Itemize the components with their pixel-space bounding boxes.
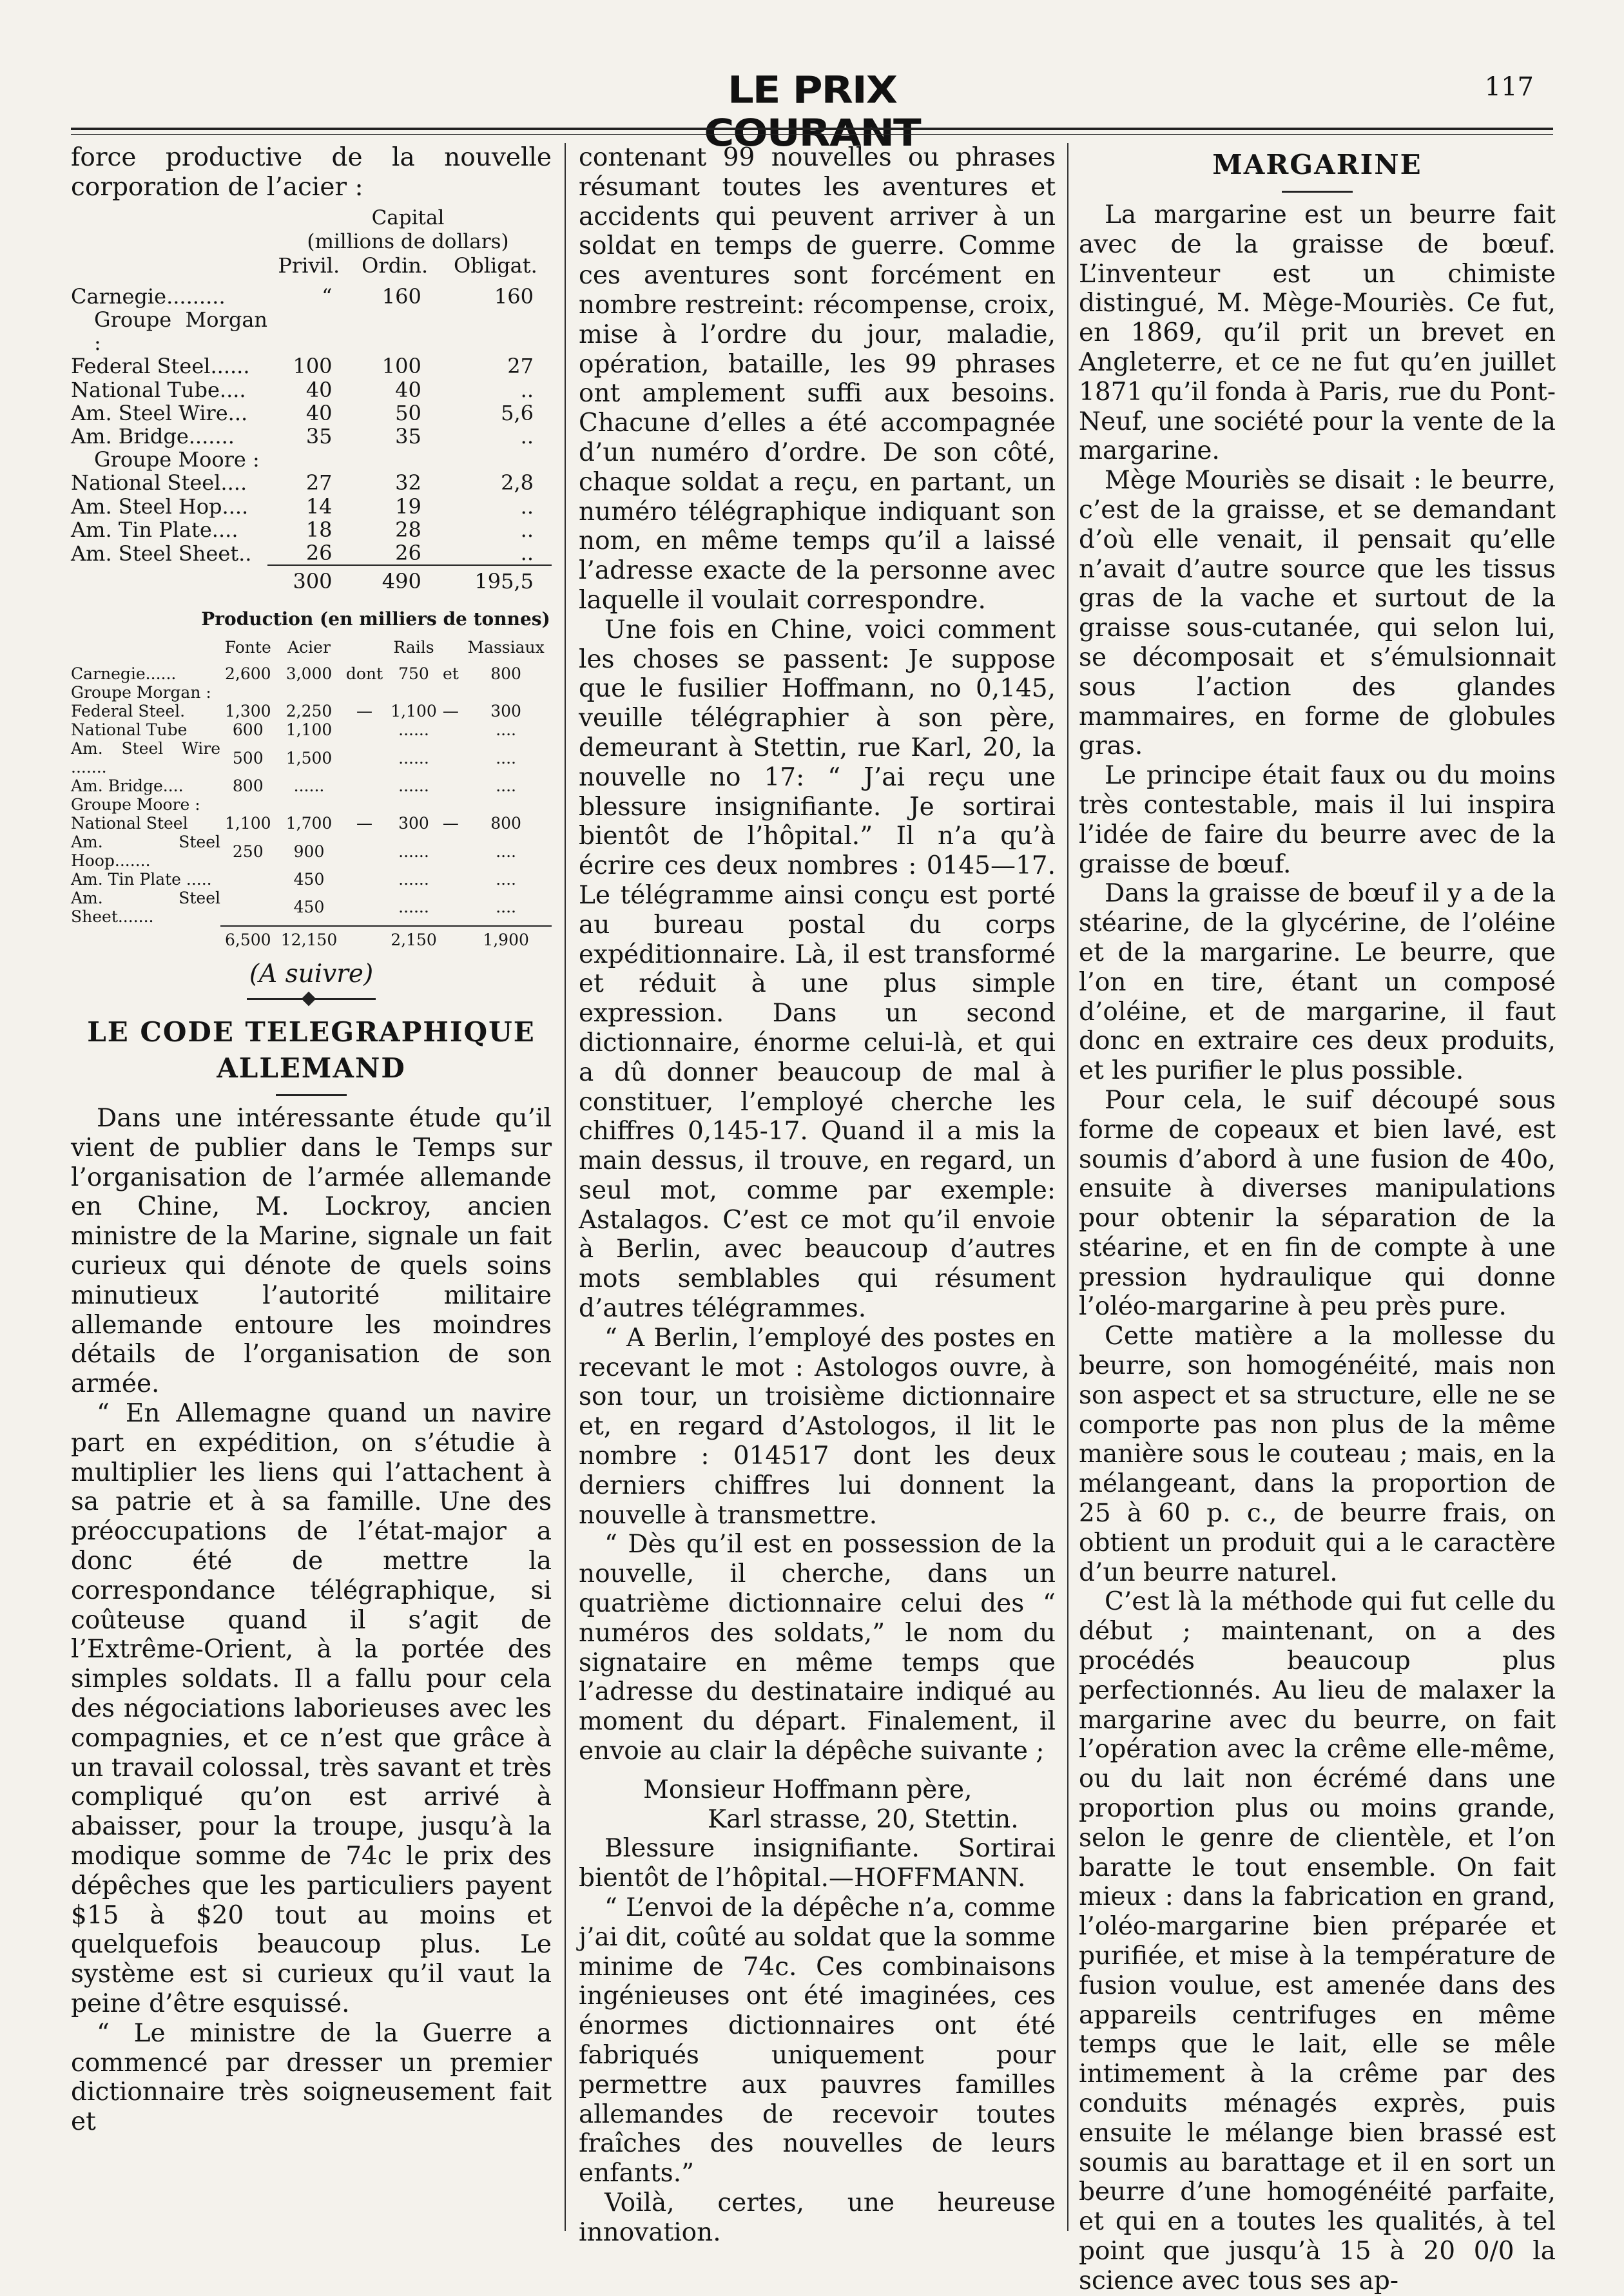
cell-rails: 750 [398,664,429,684]
column-3 [1079,143,1556,2295]
cell-privil [267,308,351,354]
article-title-line-1: LE CODE TELEGRAPHIQUE [87,1016,536,1048]
cell-fonte [220,889,276,926]
col-header-fonte: Fonte [224,638,271,657]
cell-acier: ...... [293,777,325,796]
cell-obligat: 2,8 [501,470,534,496]
paragraph: “ Le ministre de la Guerre a commencé par dresser un premier dictionnaire très soigneusement fait et [71,2018,552,2137]
col-header-acier: Acier [287,638,331,657]
production-table-row [71,777,552,795]
production-table-row [71,739,552,777]
cell-rails: ...... [398,870,429,889]
cell-rails [386,795,441,814]
production-table-row [71,889,552,926]
cell-massiaux: .... [496,842,516,861]
cell-privil: “ [322,284,333,309]
row-name: Am. Bridge.... [71,777,184,796]
cell-acier: 1,700 [285,814,333,833]
paragraph: Dans la graisse de bœuf il y a de la stéarine, de la glycérine, de l’oléine et de la margarine. Le beurre, que l’on en tire, étant un composé d’oléine, et de margarine, il faut donc en extraire ces deux produits, et les purifier le plus possible. [1079,879,1556,1086]
cell-rails: ...... [398,720,429,740]
cell-ordin: 19 [395,494,421,519]
cell-privil: 14 [305,494,333,519]
paragraph: Le principe était faux ou du moins très contestable, mais il lui inspira l’idée de faire du beurre avec de la graisse de bœuf. [1079,761,1556,879]
a-suivre: (A suivre) [249,960,374,989]
cell-acier [276,795,343,814]
col-header-obligat: Obligat. [454,253,537,278]
cell-acier: 2,250 [285,702,333,721]
row-name: Am. Steel Wire... [71,400,248,425]
row-name: Carnegie......... [71,284,226,309]
cell-massiaux: .... [496,748,516,767]
cell-fonte: 2,600 [224,664,271,684]
cell-privil: 26 [305,541,333,566]
cell-fonte: 1,100 [224,814,271,833]
col-header-privil: Privil. [278,253,340,278]
header-rule [71,128,1553,130]
production-totals-row [71,931,552,949]
cell-obligat: 160 [494,284,534,309]
total-ordin: 490 [382,569,421,594]
section-divider [247,998,376,1000]
col-header-ordin: Ordin. [362,253,429,278]
paragraph: “ Dès qu’il est en possession de la nouvelle, il cherche, dans un quatrième dictionnaire celui des “ numéros des soldats,” le nom du signataire en même temps que l’adresse du destinataire indiqué au moment du départ. Finalement, il envoie au clair la dépêche suivante ; [579,1530,1056,1766]
row-name: Groupe Moore : [71,795,200,815]
cell-privil: 40 [305,377,333,402]
cell-obligat [440,448,552,471]
cell-rails: 300 [398,814,429,833]
capital-table-row [71,471,552,494]
cell-obligat: .. [520,377,534,402]
capital-subtitle: (millions de dollars) [307,229,509,253]
cell-acier: 1,500 [285,748,333,767]
row-name: Federal Steel. [71,702,186,721]
cell-massiaux [460,795,552,814]
cell-privil: 35 [305,424,333,449]
capital-table-row [71,425,552,448]
address-line-2: Karl strasse, 20, Stettin. [708,1804,1019,1834]
cell-ordin: 40 [395,377,421,402]
row-name: Am. Steel Wire ....... [71,739,220,777]
cell-connector: — [356,702,372,721]
row-name: Am. Tin Plate.... [71,517,238,542]
cell-ordin: 32 [395,470,421,496]
capital-table-row [71,448,552,471]
cell-rails: ...... [398,748,429,767]
total-acier: 12,150 [280,931,338,950]
capital-table-row [71,285,552,308]
row-name: National Steel [71,814,188,833]
cell-connector: — [442,702,459,721]
cell-privil: 27 [305,470,333,496]
capital-table [71,206,552,593]
column-divider [1067,143,1068,2231]
cell-obligat: 27 [507,354,534,379]
cell-privil: 40 [305,400,333,425]
title-rule [276,1094,347,1096]
row-name: National Tube [71,720,188,740]
cell-privil: 18 [305,517,333,542]
row-name: Am. Steel Sheet.. [71,541,252,566]
column-divider [565,143,566,2231]
production-table-row [71,683,552,702]
row-name: Am. Steel Hop.... [71,494,249,519]
capital-table-row [71,378,552,401]
row-name: Am. Bridge....... [71,424,235,449]
paragraph: Pour cela, le suif découpé sous forme de copeaux et bien lavé, est soumis d’abord à une fusion de 40o, ensuite à diverses manipulations pour obtenir la séparation de la stéarine, et en fin de compte à une pression hydraulique qui donne l’oléo-margarine à peu près pure. [1079,1085,1556,1322]
header-rule-thin [71,134,1553,135]
production-table-row [71,664,552,683]
cell-connector [342,795,386,814]
paragraph: Mège Mouriès se disait : le beurre, c’est de la graisse, et se demandant d’où elle venait, il pensait qu’elle n’avait d’autre source que les tissus gras de la vache et surtout de la graisse sous-cutanée, qui selon lui, se décomposait et s’émulsionnait sous l’action des glandes mammaires, en forme de globules gras. [1079,466,1556,761]
paragraph: Dans une intéressante étude qu’il vient de publier dans le Temps sur l’organisation de l’armée allemande en Chine, M. Lockroy, ancien ministre de la Marine, signale un fait curieux qui dénote de quels soins minutieux l’autorité militaire allemande entoure les moindres détails de l’organisation de son armée. [71,1104,552,1399]
cell-ordin: 28 [395,517,421,542]
cell-connector [342,720,386,739]
cell-ordin: 50 [395,400,421,425]
cell-rails: ...... [398,842,429,861]
cell-connector [441,833,461,870]
total-rails: 2,150 [391,931,437,950]
cell-acier: 450 [293,898,325,917]
cell-connector [441,870,461,889]
row-name: National Steel.... [71,470,247,496]
total-massiaux: 1,900 [483,931,529,950]
cell-connector [342,777,386,795]
cell-massiaux: .... [496,777,516,796]
row-name: Carnegie...... [71,664,177,684]
cell-fonte: 600 [232,720,264,740]
production-table-row [71,833,552,870]
row-name: Groupe Moore : [94,447,260,472]
cell-obligat: .. [520,541,534,566]
article-title-margarine: MARGARINE [1212,149,1422,180]
total-privil: 300 [293,569,333,594]
cell-obligat: .. [520,517,534,542]
paragraph: Voilà, certes, une heureuse innovation. [579,2188,1056,2247]
production-title: Production (en milliers de tonnes) [201,608,550,630]
cell-fonte: 1,300 [224,702,271,721]
cell-obligat: 5,6 [501,400,534,425]
row-name: Groupe Morgan : [94,307,267,356]
paragraph: Cette matière a la mollesse du beurre, son homogénéité, mais non son aspect et sa structure, elle ne se comporte pas non plus de la même manière sous le couteau ; mais, en la mélangeant, dans la proportion de 25 à 60 p. c., de beurre frais, on obtient un produit qui a le caractère d’un beurre naturel. [1079,1322,1556,1587]
cell-fonte [220,795,276,814]
cell-acier: 900 [293,842,325,861]
cell-connector: dont [345,664,383,684]
col-header-massiaux: Massiaux [467,638,545,657]
cell-connector [441,739,461,777]
paragraph: Une fois en Chine, voici comment les choses se passent: Je suppose que le fusilier Hoffmann, no 0,145, veuille télégraphier à son père, demeurant à Stettin, rue Karl, 20, la nouvelle no 17: “ J’ai reçu une blessure insignifiante. Je sortirai bientôt de l’hôpital.” Il n’a qu’à écrire ces deux nombres : 0145—17. Le télégramme ainsi conçu est porté au bureau postal du corps expéditionnaire. Là, il est transformé et réduit à une plus simple expression. Dans un second dictionnaire, énorme celui-là, et qui a dû donner beaucoup de mal à constituer, l’employé cherche les chiffres 0,145-17. Quand il a mis la main dessus, il trouve, en regard, un seul mot, comme par exemple: Astalagos. C’est ce mot qu’il envoie à Berlin, avec beaucoup d’autres mots semblables qui résument d’autres télégrammes. [579,615,1056,1324]
cell-acier [276,683,343,702]
cell-acier: 450 [293,870,325,889]
cell-ordin: 100 [382,354,421,379]
paragraph: La margarine est un beurre fait avec de la graisse de bœuf. L’inventeur est un chimiste distingué, M. Mège-Mouriès. Ce fut, en 1869, qu’il prit un brevet en Angleterre, et ce ne fut qu’en juillet 1871 qu’il fonda à Paris, rue du Pont-Neuf, une société pour la vente de la margarine. [1079,200,1556,466]
paragraph: C’est là la méthode qui fut celle du début ; maintenant, on a des procédés beaucoup plus perfectionnés. Au lieu de malaxer la margarine avec du beurre, on fait l’opération avec la crême elle-même, ou du lait non écrémé dans une proportion plus ou moins grande, selon le genre de clientèle, et l’on baratte le tout ensemble. On fait mieux : dans la fabrication en grand, l’oléo-margarine bien préparée et purifiée, et mise à la température de fusion voulue, est amenée dans des appareils centrifuges en même temps que le lait, elle se mêle intimement à la crême par des conduits ménagés exprès, puis ensuite le mélange bien brassé est soumis au barattage et il en sort un beurre d’une homogénéité parfaite, et qui en a toutes les qualités, à tel point que jusqu’à 15 à 20 0/0 la science avec tous ses ap- [1079,1587,1556,2295]
production-table-row [71,870,552,889]
paragraph: contenant 99 nouvelles ou phrases résumant toutes les aventures et accidents qui peuvent arriver à un soldat en temps de guerre. Comme ces aventures sont forcément en nombre restreint: récompense, croix, mise à l’ordre du jour, maladie, opération, bataille, les 99 phrases ont amplement suffi aux besoins. Chacune d’elles a été accompagnée d’un numéro d’ordre. De son côté, chaque soldat a reçu, en partant, un numéro télégraphique indiquant son nom, en même temps qu’il a laissé l’adresse exacte de la personne avec laquelle il voulait correspondre. [579,143,1056,615]
row-name: Am. Steel Hoop....... [71,833,220,871]
production-table-row [71,795,552,814]
cell-obligat: .. [520,494,534,519]
capital-table-row [71,518,552,541]
cell-privil: 100 [293,354,333,379]
capital-table-row [71,495,552,518]
cell-fonte [220,683,276,702]
capital-table-row [71,401,552,425]
production-table-row [71,720,552,739]
cell-ordin: 26 [395,541,421,566]
cell-connector [342,683,386,702]
total-fonte: 6,500 [224,931,271,950]
cell-connector [342,870,386,889]
cell-massiaux: 300 [490,702,521,721]
production-table-row [71,702,552,720]
row-name: Am. Tin Plate ..... [71,870,212,889]
cell-connector: et [442,664,459,684]
cell-acier: 3,000 [285,664,333,684]
paragraph: Blessure insignifiante. Sortirai bientôt de l’hôpital.—HOFFMANN. [579,1834,1056,1893]
title-rule [1282,191,1353,193]
cell-fonte: 500 [232,748,264,767]
row-name: Groupe Morgan : [71,683,211,702]
page-number: 117 [1484,72,1534,102]
capital-totals-row [71,570,552,593]
col-header-rails: Rails [393,638,434,657]
cell-ordin: 35 [395,424,421,449]
cell-massiaux: 800 [490,814,521,833]
column-1 [71,143,552,2231]
cell-connector [441,889,461,926]
cell-rails: 1,100 [391,702,437,721]
cell-connector: — [356,814,372,833]
capital-title: Capital [371,206,445,229]
cell-massiaux: .... [496,898,516,917]
masthead [0,0,1624,155]
cell-connector [342,889,386,926]
cell-fonte [220,870,276,889]
total-obligat: 195,5 [474,569,534,594]
paragraph: “ A Berlin, l’employé des postes en recevant le mot : Astologos ouvre, à son tour, un troisième dictionnaire et, en regard d’Astologos, il lit le nombre : 014517 dont les deux derniers chiffres lui donnent la nouvelle à transmettre. [579,1323,1056,1530]
cell-acier: 1,100 [285,720,333,740]
column-2 [579,143,1056,2247]
cell-rails [386,683,441,702]
capital-table-row [71,541,552,565]
cell-fonte: 250 [232,842,264,861]
cell-ordin [351,448,440,471]
cell-connector [441,795,461,814]
cell-ordin: 160 [382,284,421,309]
cell-massiaux: .... [496,870,516,889]
cell-massiaux: 800 [490,664,521,684]
production-table [71,604,552,949]
capital-table-row [71,354,552,378]
production-table-row [71,814,552,833]
intro-text: force productive de la nouvelle corporation de l’acier : [71,143,552,202]
cell-connector [342,739,386,777]
capital-table-row [71,308,552,354]
cell-obligat [440,308,552,354]
cell-rails: ...... [398,898,429,917]
address-line-1: Monsieur Hoffmann père, [643,1775,972,1804]
cell-obligat: .. [520,424,534,449]
cell-connector [342,833,386,870]
cell-ordin [351,308,440,354]
row-name: Am. Steel Sheet....... [71,889,220,927]
cell-rails: ...... [398,777,429,796]
cell-massiaux: .... [496,720,516,740]
cell-connector [441,720,461,739]
cell-connector [441,777,461,795]
paragraph: “ En Allemagne quand un navire part en expédition, on s’étudie à multiplier les liens qui l’attachent à sa patrie et à sa famille. Une des préoccupations de l’état-major a donc été de mettre la correspondance télégraphique, si coûteuse quand il s’agit de l’Extrême-Orient, à la portée des simples soldats. Il a fallu pour cela des négociations laborieuses avec les compagnies, et ce n’est que grâce à un travail colossal, très savant et très compliqué qu’on est arrivé à abaisser, pour la troupe, jusqu’à la modique somme de 74c le prix des dépêches que les particuliers payent $15 à $20 tout au moins et quelquefois beaucoup plus. Le système est si curieux qu’il vaut la peine d’être esquissé. [71,1399,552,2018]
cell-connector: — [442,814,459,833]
paragraph: “ L’envoi de la dépêche n’a, comme j’ai dit, coûté au soldat que la somme minime de 74c. Ces combinaisons ingénieuses ont été imaginées, ces énormes dictionnaires ont été fabriqués uniquement pour permettre aux pauvres familles allemandes de recevoir toutes fraîches des nouvelles de leurs enfants.” [579,1893,1056,2188]
masthead-logo: LE PRIX COURANT [704,69,920,155]
cell-privil [267,448,351,471]
article-title-line-2: ALLEMAND [217,1052,406,1085]
row-name: Federal Steel...... [71,354,250,379]
cell-massiaux [460,683,552,702]
row-name: National Tube.... [71,377,246,402]
cell-fonte: 800 [232,777,264,796]
cell-connector [441,683,461,702]
